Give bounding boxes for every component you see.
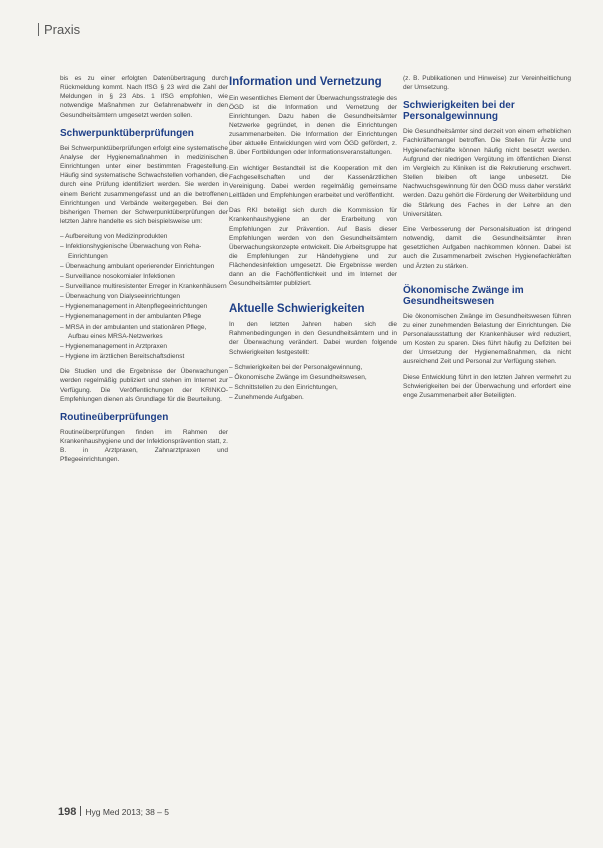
footer-bar xyxy=(80,806,81,816)
heading-routine: Routineüberprüfungen xyxy=(60,411,169,423)
list-item: – Ökonomische Zwänge im Gesundheitswesen, xyxy=(229,373,397,382)
paragraph: Die Studien und die Ergebnisse der Überwachungen werden regelmäßig publiziert und stehen im Internet zur Verfügung. Die Veröffentlichungen der KRINKO-Empfehlungen dienen als Grundlage für die Beurteilung. xyxy=(60,368,228,403)
list-item: – Zunehmende Aufgaben. xyxy=(229,393,397,402)
list-item: – MRSA in der ambulanten und stationären Pflege, Aufbau eines MRSA-Netzwerkes xyxy=(60,323,228,341)
list-item: – Schnittstellen zu den Einrichtungen, xyxy=(229,383,397,392)
topic-list xyxy=(60,232,228,361)
column-3 xyxy=(403,74,571,406)
list-item: – Surveillance nosokomialer Infektionen xyxy=(60,272,228,281)
list-item: – Überwachung ambulant operierender Einrichtungen xyxy=(60,262,228,271)
list-item: – Schwierigkeiten bei der Personalgewinnung, xyxy=(229,363,397,372)
list-item: – Hygiene im ärztlichen Bereitschaftsdienst xyxy=(60,352,228,361)
paragraph: Die ökonomischen Zwänge im Gesundheitswesen führen zu einer zunehmenden Belastung der Einrichtungen. Die Personalausstattung der Krankenhäuser wird reduziert, um Kosten zu sparen. Dies führt häufig zu Defiziten bei der Umsetzung der Hygienemaßnahmen, da nicht ausreichend Zeit und Personal zur Verfügung stehen. xyxy=(403,312,571,366)
paragraph: (z. B. Publikationen und Hinweise) zur Vereinheitlichung der Umsetzung. xyxy=(403,75,571,92)
paragraph: Das RKI beteiligt sich durch die Kommission für Krankenhaushygiene an der Erarbeitung von Empfehlungen zur Prävention. Auf Basis dieser Empfehlungen werden von den Gesundheitsämtern Überwachungskonzepte entwickelt. Die Arbeitsgruppe hat die Empfehlungen zur Händehygiene und zur Flächendesinfektion umgesetzt. Die Ergebnisse werden dann an die Fachöffentlichkeit und im Internet der Gesundheitsämter publiziert. xyxy=(229,207,397,288)
section-title: Praxis xyxy=(44,22,81,37)
paragraph: bis es zu einer erfolgten Datenübertragung durch Rückmeldung kommt. Nach IfSG § 23 wird die Zahl der Meldungen in § 23 Abs. 1 IfSG empfohlen, wie notwendige Maßnahmen zur Gefahrenabwehr in den Gesundheitsämtern umgesetzt werden sollen. xyxy=(60,75,228,119)
column-1 xyxy=(60,74,228,470)
journal-citation: Hyg Med 2013; 38 – 5 xyxy=(85,807,169,817)
paragraph: In den letzten Jahren haben sich die Rahmenbedingungen in den Gesundheitsämtern und in der Überwachung verändert. Dabei wurden folgende Schwierigkeiten festgestellt: xyxy=(229,321,397,356)
paragraph: Ein wesentliches Element der Überwachungsstrategie des ÖGD ist die Information und Vernetzung der Einrichtungen. Dazu haben die Gesundheitsämter Netzwerke gegründet, in denen die Einrichtungen zusammenarbeiten. Die Information der Einrichtungen über aktuelle Entwicklungen wird vom ÖGD gefördert, z. B. über Fortbildungen oder Informationsveranstaltungen. xyxy=(229,94,397,157)
list-item: – Infektionshygienische Überwachung von Reha-Einrichtungen xyxy=(60,242,228,260)
list-item: – Überwachung von Dialyseeinrichtungen xyxy=(60,292,228,301)
header-bar xyxy=(38,23,39,36)
paragraph: Eine Verbesserung der Personalsituation ist dringend notwendig, damit die Gesundheitsämter ihren gesetzlichen Aufgaben nachkommen können. Dabei ist auch die Zusammenarbeit zwischen Hygienefachkräften und Ärzten zu stärken. xyxy=(403,225,571,270)
heading-personal: Schwierigkeiten bei der Personalgewinnung xyxy=(403,100,515,123)
heading-oekonomie: Ökonomische Zwänge im Gesundheitswesen xyxy=(403,284,524,307)
page-number: 198 xyxy=(58,806,77,818)
page-footer xyxy=(58,806,169,818)
list-item: – Aufbereitung von Medizinprodukten xyxy=(60,232,228,241)
paragraph: Bei Schwerpunktüberprüfungen erfolgt eine systematische Analyse der Hygienemaßnahmen in medizinischen Einrichtungen unter einer bestimmten Fragestellung. Häufig sind systematische Schwachstellen vorhanden, die durch eine Prüfung identifiziert werden. Sie werden in einem Bericht zusammengefasst und an die betroffenen Einrichtungen und Verbände weitergegeben. Bei den bisherigen Themen der Schwerpunktüberprüfungen der letzten Jahre handelte es sich beispielsweise um: xyxy=(60,144,229,226)
paragraph: Routineüberprüfungen finden im Rahmen der Krankenhaushygiene und der Infektionsprävention statt, z. B. in Arztpraxen, Zahnarztpraxen und Pflegeeinrichtungen. xyxy=(60,428,228,464)
difficulty-list xyxy=(229,363,397,403)
heading-information: Information und Vernetzung xyxy=(229,76,382,88)
paragraph: Die Gesundheitsämter sind derzeit von einem erheblichen Fachkräftemangel betroffen. Die Stellen für Ärzte und Hygienefachkräfte können häufig nicht besetzt werden. Aufgrund der niedrigen Vergütung im öffentlichen Dienst im Vergleich zu Kliniken ist die Rekrutierung erschwert. Stellen bleiben oft lange unbesetzt. Die Nachwuchsgewinnung für den ÖGD muss daher verstärkt werden. Dazu gehört die Förderung der Weiterbildung und die Stärkung des Faches in der Lehre an den Universitäten. xyxy=(403,128,571,218)
column-2 xyxy=(229,74,397,408)
list-item: – Hygienemanagement in Altenpflegeeinrichtungen xyxy=(60,302,228,311)
paragraph: Ein wichtiger Bestandteil ist die Kooperation mit den Fachgesellschaften und der Kassenärztlichen Vereinigung. Dabei werden regelmäßig gemeinsame Leitfäden und Empfehlungen erarbeitet und veröffentlicht. xyxy=(229,164,397,200)
list-item: – Surveillance multiresistenter Erreger in Krankenhäusern xyxy=(60,282,228,291)
heading-schwerpunkt: Schwerpunktüberprüfungen xyxy=(60,127,194,139)
section-header xyxy=(38,22,80,37)
heading-aktuelle: Aktuelle Schwierigkeiten xyxy=(229,302,365,315)
paragraph: Diese Entwicklung führt in den letzten Jahren vermehrt zu Schwierigkeiten bei der Überwachung und erfordert eine enge Zusammenarbeit aller Beteiligten. xyxy=(403,373,571,399)
list-item: – Hygienemanagement in Arztpraxen xyxy=(60,342,228,351)
list-item: – Hygienemanagement in der ambulanten Pflege xyxy=(60,312,228,321)
